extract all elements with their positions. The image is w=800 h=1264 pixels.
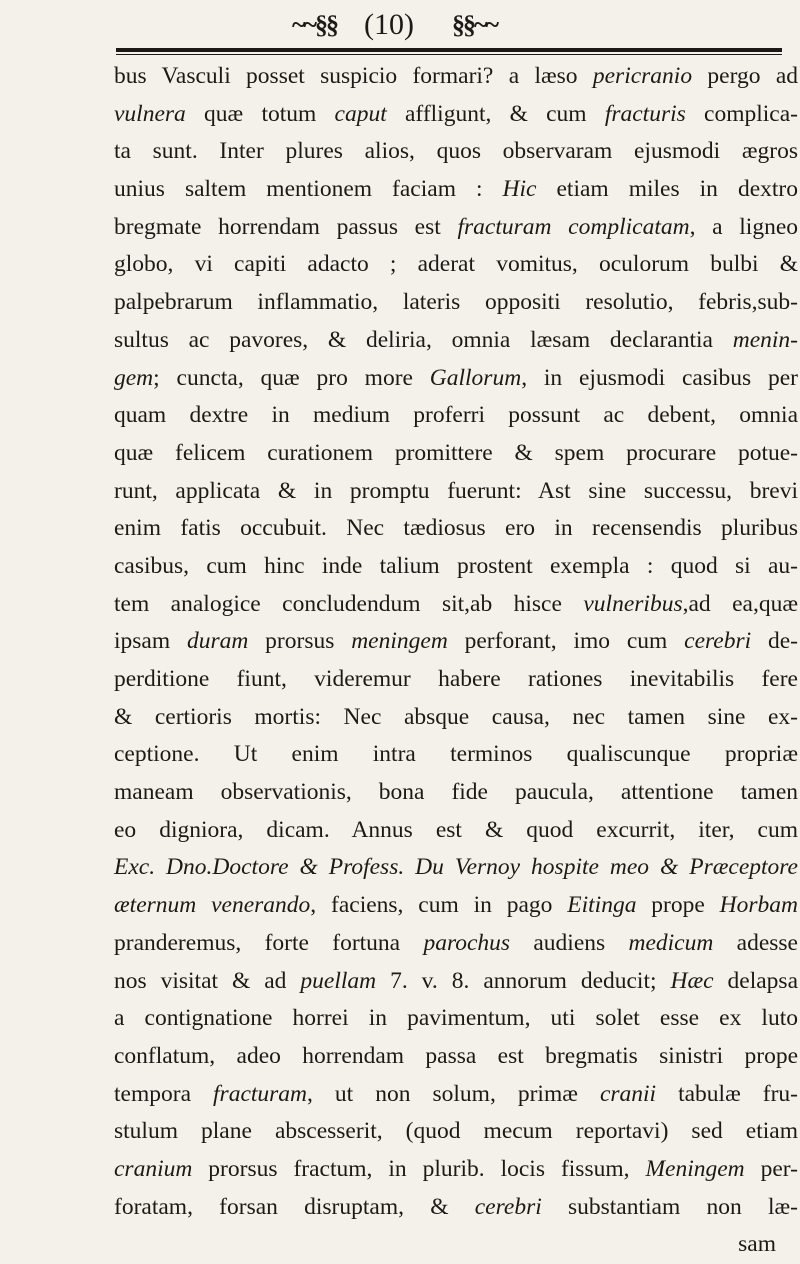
italic-term: Horbam [719,892,798,919]
text-line [114,699,798,737]
italic-term: Meningem [645,1155,745,1182]
text-run: de- [751,628,798,655]
text-run: runt, applicata & in promptu fuerunt: Ast sine successu, brevi [114,477,798,504]
text-run: & certioris mortis: Nec absque causa, nec tamen sine ex- [114,703,798,730]
italic-term: medicum [628,929,714,956]
text-run: adesse [713,929,798,956]
italic-term: Hæc [670,967,714,994]
text-line [114,209,798,247]
italic-term: menin- [732,326,798,353]
text-line [114,510,798,548]
text-run: audiens [510,929,629,956]
text-line [114,849,798,887]
text-run: bus Vasculi posset suspicio formari? a læso [114,63,593,89]
text-run: perforant, imo cum [447,628,685,655]
text-run: foratam, forsan disruptam, & [114,1193,475,1220]
text-run: , faciens, cum in pago [310,892,568,919]
text-run: unius saltem mentionem faciam : [114,176,503,203]
text-run: prorsus [248,628,352,655]
text-run: tem analogice concludendum sit,ab hisce [114,590,584,617]
text-line [114,397,798,435]
text-line [114,96,798,134]
italic-term: cranii [599,1080,657,1107]
text-line [114,1113,798,1151]
header-ornament-right: §§~~ [452,10,498,39]
text-line [114,435,798,473]
text-line [114,360,798,398]
text-run: casibus, cum hinc inde talium prostent exempla : quod si au- [114,552,798,579]
text-run: per- [744,1155,798,1182]
text-run: ta sunt. Inter plures alios, quos observaram ejusmodi ægros [114,138,798,165]
italic-term: cranium [114,1155,193,1182]
text-run: etiam miles in dextro [536,176,798,203]
text-run: palpebrarum inflammatio, lateris oppositi resolutio, febris,sub- [114,289,798,316]
text-line [114,58,798,96]
text-run: perditione fiunt, videremur habere rationes inevitabilis fere [114,666,798,692]
text-run: eo digniora, dicam. Annus est & quod excurrit, iter, cum [114,816,798,843]
italic-term: cerebri [474,1193,542,1220]
italic-term: æternum venerando [114,892,311,919]
italic-term: duram [186,628,249,655]
text-line [114,322,798,360]
text-line [114,1189,798,1227]
italic-term: Exc. Dno.Doctore & Profess. Du Vernoy hospite meo & Præceptore [114,854,798,881]
text-line [114,171,798,209]
italic-term: caput [334,100,387,127]
text-line [114,133,798,171]
italic-term: gem [114,364,154,391]
italic-term: Eitinga [567,892,637,919]
text-run: stulum plane abscesserit, (quod mecum reportavi) sed etiam [114,1118,798,1145]
text-run: affligunt, & cum [386,100,605,127]
italic-term: fracturam complicatam [457,213,690,240]
body-text [114,58,798,1264]
text-run: globo, vi capiti adacto ; aderat vomitus, oculorum bulbi & [114,251,798,278]
text-run: conflatum, adeo horrendam passa est bregmatis sinistri prope [114,1042,798,1069]
italic-term: fracturam [213,1080,308,1107]
text-line [114,1000,798,1038]
text-line [114,623,798,661]
text-run: sultus ac pavores, & deliria, omnia læsam declarantia [114,326,733,353]
page-number: (10) [364,8,414,41]
text-line [114,963,798,1001]
text-run: tempora [114,1080,214,1107]
text-run: enim fatis occubuit. Nec tædiosus ero in recensendis pluribus [114,515,798,542]
text-run: complica- [685,100,798,127]
italic-term: cerebri [684,628,752,655]
text-run: 7. v. 8. annorum deducit; [376,967,671,994]
text-run: delapsa [713,967,799,994]
text-run: ipsam [114,628,187,655]
text-run: tabulæ fru- [656,1080,799,1107]
text-run: pranderemus, forte fortuna [114,929,424,956]
text-line [114,661,798,699]
text-line [114,586,798,624]
text-line [114,736,798,774]
text-run: quæ felicem curationem promittere & spem procurare potue- [114,439,798,466]
page-header [0,4,800,56]
text-line [114,473,798,511]
text-line [114,812,798,850]
text-run: ceptione. Ut enim intra terminos qualiscunque propriæ [114,741,798,768]
text-run: quæ totum [185,100,335,127]
text-run: nos visitat & ad [114,967,301,994]
text-run: , a ligneo [689,213,799,240]
text-run: maneam observationis, bona fide paucula, attentione tamen [114,779,798,806]
header-ornament-left: ~~§§ [292,10,338,39]
italic-term: vulneribus [583,590,683,617]
italic-term: puellam [300,967,377,994]
italic-term: parochus [423,929,511,956]
text-run: pergo ad [692,63,799,89]
text-line [114,1226,798,1264]
text-line [114,246,798,284]
italic-term: Gallorum [429,364,522,391]
text-run: substantiam non læ- [541,1193,798,1220]
text-run: prope [636,892,720,919]
header-rule-thin [116,54,782,55]
text-line [114,925,798,963]
text-line [114,774,798,812]
text-run: bregmate horrendam passus est [114,213,458,240]
text-run: , in ejusmodi casibus per [521,364,798,391]
text-line [114,887,798,925]
text-run: ; cuncta, quæ pro more [153,364,430,391]
text-run: sam [738,1231,776,1258]
italic-term: fracturis [604,100,686,127]
italic-term: pericranio [592,63,693,89]
text-line [114,1151,798,1189]
text-run: , ut non solum, primæ [307,1080,600,1107]
italic-term: Hic [502,176,537,203]
text-run: a contignatione horrei in pavimentum, uti solet esse ex luto [114,1005,798,1032]
text-run: prorsus fractum, in plurib. locis fissum, [192,1155,646,1182]
italic-term: meningem [351,628,448,655]
italic-term: vulnera [114,100,186,127]
text-line [114,1038,798,1076]
text-line [114,284,798,322]
text-line [114,1076,798,1114]
text-line [114,548,798,586]
header-rule [116,48,782,52]
text-run: ,ad ea,quæ [682,590,798,617]
text-run: quam dextre in medium proferri possunt ac debent, omnia [114,402,798,429]
